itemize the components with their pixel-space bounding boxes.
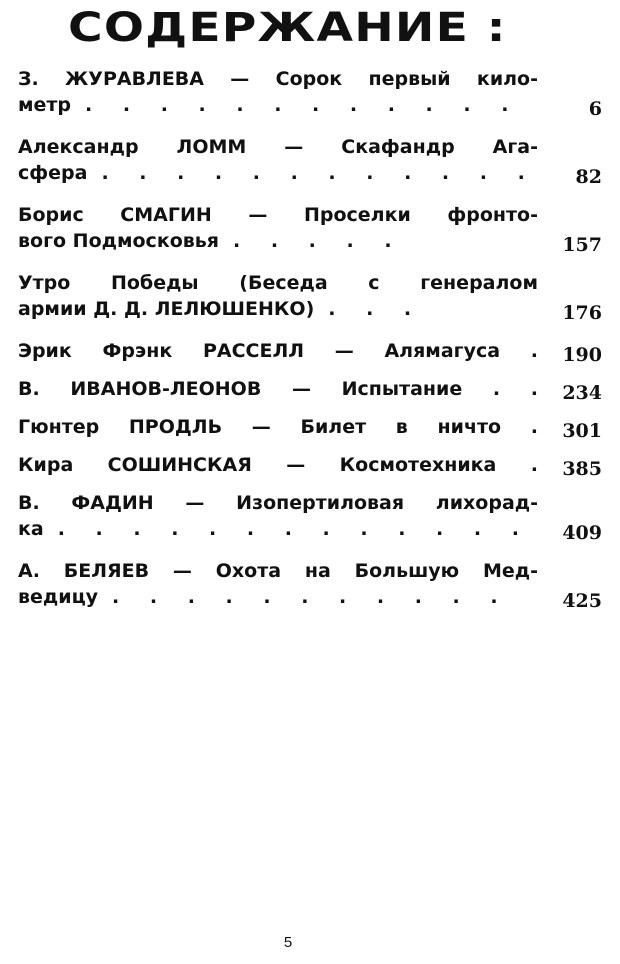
toc-entry-title-continued — [18, 92, 538, 118]
toc-page-number: 6 — [588, 98, 602, 120]
toc-page-number: 82 — [575, 166, 602, 188]
toc-page-number: 301 — [562, 420, 602, 442]
toc-entry-title-end: ведицу — [18, 586, 99, 608]
toc-entry-title: З. ЖУРАВЛЕВА — Сорок первый кило- — [18, 68, 538, 90]
toc-leader-dots: . . . — [328, 298, 424, 320]
toc-entry — [18, 66, 608, 118]
toc-entry-title-continued — [18, 160, 538, 186]
toc-entry-title: Кира СОШИНСКАЯ — Космотехника . — [18, 454, 538, 476]
toc-entry-title: Александр ЛОММ — Скафандр Ага- — [18, 136, 538, 158]
toc-entry — [18, 338, 608, 364]
toc-entry-title-continued — [18, 228, 538, 254]
contents-heading: СОДЕРЖАНИЕ : — [68, 5, 507, 51]
toc-entry — [18, 490, 608, 542]
toc-leader-dots: . . . . . . . . . . . . — [85, 94, 521, 116]
toc-entry — [18, 202, 608, 254]
toc-page-number: 176 — [562, 302, 602, 324]
toc-leader-dots: . . . . . . . . . . . — [112, 586, 510, 608]
toc-leader-dots: . . . . . . . . . . . . . — [57, 518, 531, 540]
toc-entry — [18, 134, 608, 186]
toc-page-number: 157 — [562, 234, 602, 256]
toc-page-number: 234 — [562, 382, 602, 404]
toc-entry — [18, 376, 608, 402]
toc-entry-title: Гюнтер ПРОДЛЬ — Билет в ничто . — [18, 416, 538, 438]
toc-entry-title: Борис СМАГИН — Проселки фронто- — [18, 204, 538, 226]
toc-entry-title-end: метр — [18, 94, 72, 116]
toc-entry-title: В. ИВАНОВ-ЛЕОНОВ — Испытание . . — [18, 378, 538, 400]
toc-entry — [18, 414, 608, 440]
toc-entry-title-continued — [18, 516, 538, 542]
toc-entry-title-end: вого Подмосковья — [18, 230, 220, 252]
toc-entry-title-end: ка — [18, 518, 44, 540]
toc-entry — [18, 558, 608, 610]
toc-entry-title: В. ФАДИН — Изопертиловая лихорад- — [18, 492, 538, 514]
toc-entry-title: Эрик Фрэнк РАССЕЛЛ — Алямагуса . — [18, 340, 538, 362]
toc-entry-title: А. БЕЛЯЕВ — Охота на Большую Мед- — [18, 560, 538, 582]
toc-page-number: 190 — [562, 344, 602, 366]
toc-entry — [18, 270, 608, 322]
toc-entry-title-end: армии Д. Д. ЛЕЛЮШЕНКО) — [18, 298, 315, 320]
toc-page-number: 425 — [562, 590, 602, 612]
toc-leader-dots: . . . . . . . . . . . . — [101, 162, 537, 184]
toc-entry-title-continued — [18, 584, 538, 610]
toc-page-number: 385 — [562, 458, 602, 480]
toc-leader-dots: . . . . . — [233, 230, 404, 252]
toc-page-number: 409 — [562, 522, 602, 544]
toc-entry-title: Утро Победы (Беседа с генералом — [18, 272, 538, 294]
table-of-contents — [18, 66, 608, 626]
toc-entry-title-end: сфера — [18, 162, 88, 184]
page-number: 5 — [283, 934, 293, 951]
toc-entry — [18, 452, 608, 478]
toc-entry-title-continued — [18, 296, 538, 322]
